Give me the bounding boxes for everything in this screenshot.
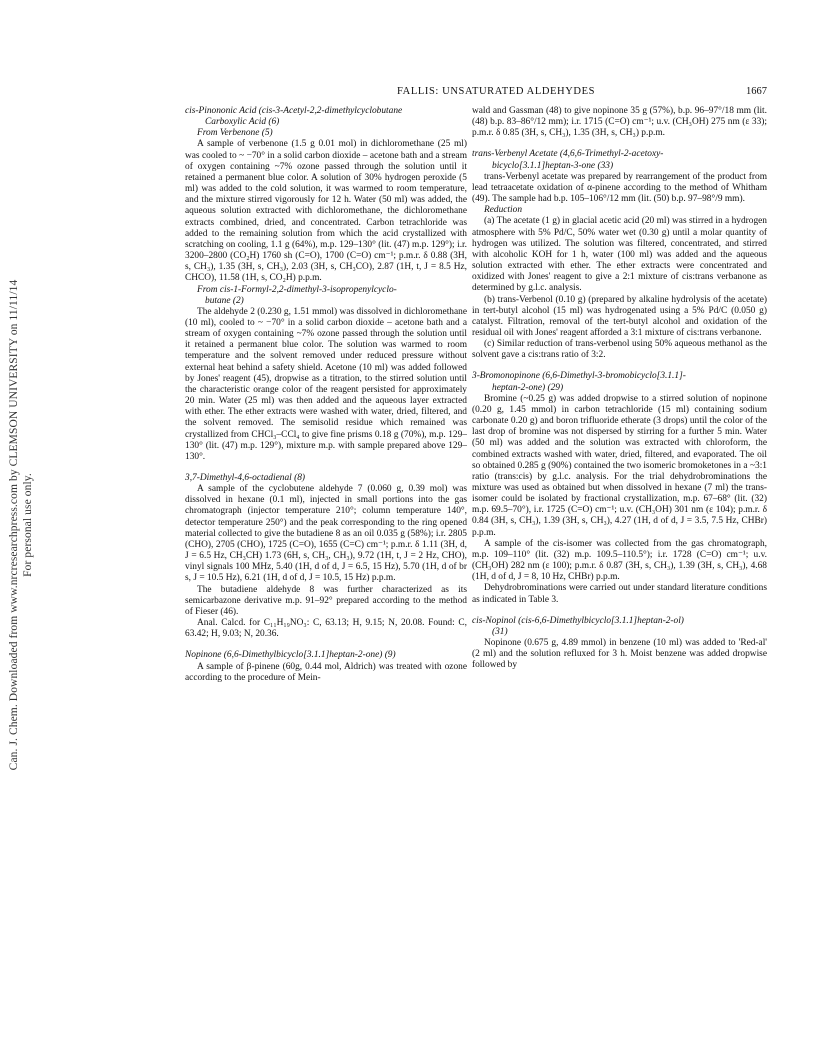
section-heading-cont: Carboxylic Acid (6) (205, 117, 280, 128)
subsection-heading-cont: butane (2) (205, 295, 244, 306)
section-heading: 3,7-Dimethyl-4,6-octadienal (8) (185, 473, 306, 483)
paragraph: Dehydrobrominations were carried out under standard literature conditions as indicated in Table 3. (472, 583, 767, 605)
subsection-heading: From Verbenone (5) (197, 128, 273, 139)
page-number: 1667 (746, 86, 767, 97)
paragraph: (b) trans-Verbenol (0.10 g) (prepared by alkaline hydrolysis of the acetate) in tert-butyl alcohol (15 ml) was hydrogenated using a 5% Pd/C (0.050 g) catalyst. Filtration, removal of the tert-butyl alcohol and oxidation of the residual oil with Jones' reagent afforded a 3:1 mixture of cis:trans verbanone. (472, 294, 767, 338)
running-title: FALLIS: UNSATURATED ALDEHYDES (397, 86, 596, 97)
paragraph: The aldehyde 2 (0.230 g, 1.51 mmol) was dissolved in dichloromethane (10 ml), cooled to ~ −70° in a solid carbon dioxide – acetone bath and a stream of oxygen containing ~7% ozone passed through the solution until it retained a permanent blue color. The solution was warmed to room temperature and the solvent removed under reduced pressure without external heat behind a safety shield. Acetone (10 ml) was added followed by Jones' reagent (45), dropwise as a titration, to the stirred solution until the characteristic orange color of the reagent persisted for approximately 20 min. Water (25 ml) was then added and the aqueous layer extracted with ether. The ether extracts were washed with water, dried, filtered, and the solvent removed. The semisolid residue which remained was crystallized from CHCl₃–CCl₄ to give fine prisms 0.18 g (70%), m.p. 129–130° (lit. (47) m.p. 129°), mixture m.p. with sample prepared above 129–130°. (185, 306, 467, 462)
left-column (185, 106, 467, 684)
paragraph: A sample of verbenone (1.5 g 0.01 mol) in dichloromethane (25 ml) was cooled to ~ −70° in a solid carbon dioxide – acetone bath and a stream of oxygen containing ~7% ozone passed through the solution until it retained a permanent blue color. A solution of 30% hydrogen peroxide (5 ml) was added to the cold solution, it was warmed to room temperature, and the mixture stirred vigorously for 12 h. Water (50 ml) was added, the aqueous solution extracted with dichloromethane, the dichloromethane extracts combined, dried, and concentrated. Carbon tetrachloride was added to the remaining solution from which the acid crystallized with scratching on cooling, 1.1 g (64%), m.p. 129–130° (lit. (47) m.p. 129°); i.r. 3200–2800 (CO₂H) 1760 sh (C=O), 1700 (C=O) cm⁻¹; p.m.r. δ 0.88 (3H, s, CH₃), 1.35 (3H, s, CH₃), 2.03 (3H, s, CH₃CO), 2.87 (1H, t, J = 8.5 Hz, CHCO), 11.58 (1H, s, CO₂H) p.p.m. (185, 139, 467, 284)
paragraph: (a) The acetate (1 g) in glacial acetic acid (20 ml) was stirred in a hydrogen atmosphere with 5% Pd/C, 50% water wet (0.30 g) until a molar quantity of hydrogen was utilized. The solution was filtered, concentrated, and stirred with alcoholic KOH for 1 h, water (100 ml) was added and the aqueous solution extracted with ether. The ether extracts were concentrated and oxidized with Jones' reagent to give a 2:1 mixture of cis:trans verbanone as determined by g.l.c. analysis. (472, 216, 767, 294)
right-column (472, 106, 767, 672)
paragraph: (c) Similar reduction of trans-verbenol using 50% aqueous methanol as the solvent gave a cis:trans ratio of 3:2. (472, 339, 767, 361)
paragraph: A sample of the cis-isomer was collected from the gas chromatograph, m.p. 109–110° (lit. (32) m.p. 109.5–110.5°); i.r. 1728 (C=O) cm⁻¹; u.v. (CH₃OH) 282 nm (ε 100); p.m.r. δ 0.87 (3H, s, CH₃), 1.39 (3H, s, CH₃), 4.68 (1H, d of d, J = 8, 10 Hz, CHBr) p.p.m. (472, 538, 767, 583)
subsection-heading: Reduction (484, 205, 523, 216)
section-heading: trans-Verbenyl Acetate (4,6,6-Trimethyl-2-acetoxy- (472, 149, 664, 160)
section-heading: cis-Nopinol (cis-6,6-Dimethylbicyclo[3.1.1]heptan-2-ol) (472, 615, 684, 626)
paragraph: A sample of the cyclobutene aldehyde 7 (0.060 g, 0.39 mol) was dissolved in hexane (0.1 ml), injected in small portions into the gas chromatograph (injector temperature 210°; column temperature 140°, detector temperature 250°) and the peak corresponding to the ring opened material collected to give the butadiene 8 as an oil 0.035 g (58%); i.r. 2805 (CHO), 2705 (CHO), 1725 (C=O), 1655 (C=C) cm⁻¹; p.m.r. δ 1.11 (3H, d, J = 6.5 Hz, CH₃CH) 1.73 (6H, s, CH₃, CH₃), 9.72 (1H, t, J = 2 Hz, CHO), vinyl signals 100 MHz, 5.40 (1H, d of d, J = 6.5, 15 Hz), 5.70 (1H, d of br s, J = 10.5 Hz), 6.21 (1H, d of d, J = 10.5, 15 Hz) p.p.m. (185, 484, 467, 584)
usage-notice: For personal use only. (22, 473, 34, 577)
page-header (185, 86, 767, 102)
paragraph: Bromine (~0.25 g) was added dropwise to a stirred solution of nopinone (0.20 g, 1.45 mmol) in carbon tetrachloride (15 ml) containing sodium carbonate 0.20 g) and boron trifluoride etherate (3 drops) until the color of the last drop of bromine was not dispersed by stirring for a further 5 min. Water (50 ml) was added and the solution was extracted with chloroform, the combined extracts washed with water, dried, filtered, and evaporated. The oil so obtained 0.285 g (90%) contained the two isomeric bromoketones in a ~3:1 ratio (trans:cis) by g.l.c. analysis. For the trial dehydrobrominations the mixture was used as obtained but when dissolved in hexane (7 ml) the trans-isomer could be isolated by fractional crystallization, m.p. 67–68° (lit. (32) m.p. 69.5–70°), i.r. 1725 (C=O) cm⁻¹; u.v. (CH₃OH) 301 nm (ε 104); p.m.r. δ 0.84 (3H, s, CH₃), 1.39 (3H, s, CH₃), 4.27 (1H, d of d, J = 3.5, 7.5 Hz, CHBr) p.p.m. (472, 393, 767, 538)
subsection-heading: From cis-1-Formyl-2,2-dimethyl-3-isopropenylcyclo- (197, 284, 397, 295)
paragraph-continued: wald and Gassman (48) to give nopinone 35 g (57%), b.p. 96–97°/18 mm (lit. (48) b.p. 83–86°/12 mm); i.r. 1715 (C=O) cm⁻¹; u.v. (CH₃OH) 275 nm (ε 33); p.m.r. δ 0.85 (3H, s, CH₃), 1.35 (3H, s, CH₃) p.p.m. (472, 106, 767, 139)
section-heading: cis-Pinononic Acid (cis-3-Acetyl-2,2-dimethylcyclobutane (185, 106, 403, 116)
paragraph: trans-Verbenyl acetate was prepared by rearrangement of the product from lead tetraacetate oxidation of α-pinene according to the method of Whitham (49). The sample had b.p. 105–106°/12 mm (lit. (50) b.p. 97–98°/9 mm). (472, 171, 767, 205)
section-heading-cont: bicyclo[3.1.1]heptan-3-one (33) (492, 160, 614, 171)
section-heading: 3-Bromonopinone (6,6-Dimethyl-3-bromobicyclo[3.1.1]- (472, 371, 686, 382)
section-heading-cont: heptan-2-one) (29) (492, 382, 564, 393)
paragraph: A sample of β-pinene (60g, 0.44 mol, Aldrich) was treated with ozone according to the procedure of Mein- (185, 661, 467, 683)
section-heading: Nopinone (6,6-Dimethylbicyclo[3.1.1]heptan-2-one) (9) (185, 650, 396, 661)
paragraph: The butadiene aldehyde 8 was further characterized as its semicarbazone derivative m.p. 91–92° prepared according to the method of Fieser (46). (185, 584, 467, 617)
analysis-paragraph: Anal. Calcd. for C₁₁H₁₉NO₃: C, 63.13; H, 9.15; N, 20.08. Found: C, 63.42; H, 9.03; N, 20.36. (185, 618, 467, 640)
paragraph: Nopinone (0.675 g, 4.89 mmol) in benzene (10 ml) was added to 'Red-al' (2 ml) and the solution refluxed for 3 h. Moist benzene was added dropwise followed by (472, 638, 767, 671)
download-watermark (4, 279, 38, 771)
download-notice: Can. J. Chem. Downloaded from www.nrcresearchpress.com by CLEMSON UNIVERSITY on 11/11/14 (8, 279, 20, 771)
section-heading-cont: (31) (492, 626, 508, 637)
